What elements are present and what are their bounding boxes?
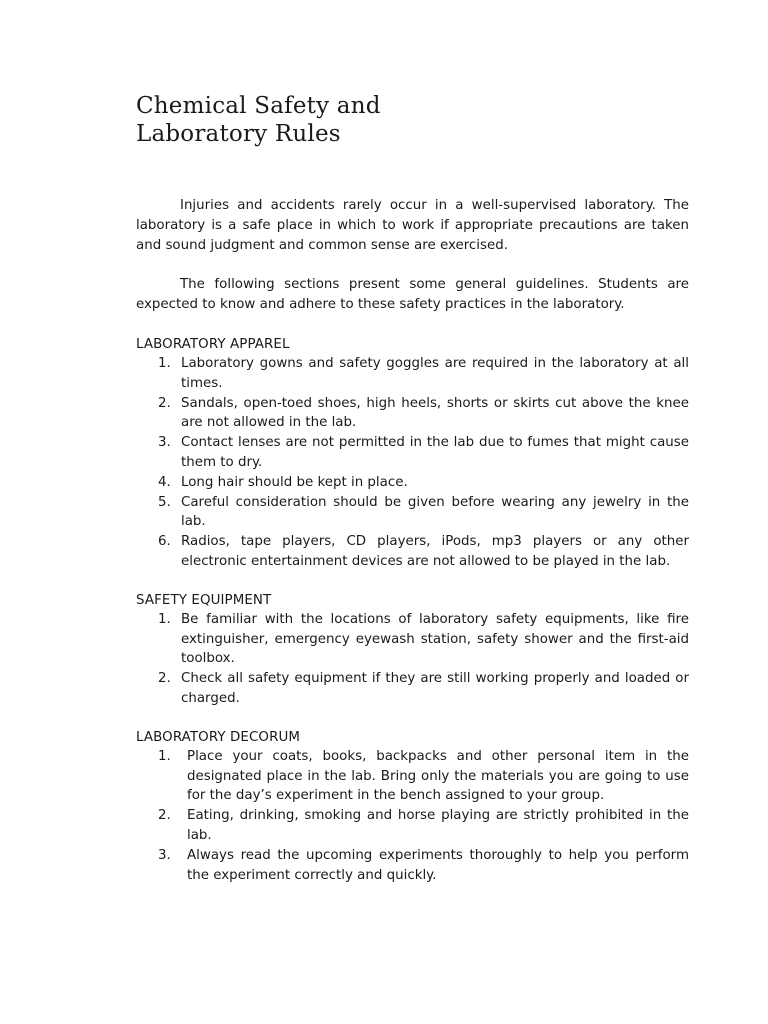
list-item bbox=[136, 747, 689, 806]
item-text: Radios, tape players, CD players, iPods, mp3 players or any other electronic entertainment devices are not allowed to be played in the lab. bbox=[181, 534, 689, 569]
item-number: 6. bbox=[158, 534, 171, 550]
intro-paragraph: Injuries and accidents rarely occur in a well-supervised laboratory. The laboratory is a safe place in which to work if appropriate precautions are taken and sound judgment and common sense are exercised. bbox=[136, 198, 689, 253]
item-text: Careful consideration should be given before wearing any jewelry in the lab. bbox=[181, 494, 689, 530]
item-number: 2. bbox=[158, 808, 171, 824]
rule-list bbox=[136, 354, 689, 572]
section-laboratory-apparel bbox=[136, 335, 689, 572]
list-item bbox=[136, 610, 689, 669]
document-page bbox=[136, 92, 689, 885]
list-item bbox=[136, 354, 689, 394]
item-text: Always read the upcoming experiments thoroughly to help you perform the experiment correctly and quickly. bbox=[187, 847, 689, 883]
list-item bbox=[136, 806, 689, 846]
title-line-1: Chemical Safety and bbox=[136, 93, 381, 119]
item-number: 2. bbox=[158, 395, 171, 411]
list-item bbox=[136, 433, 689, 473]
item-text: Check all safety equipment if they are still working properly and loaded or charged. bbox=[181, 671, 689, 706]
item-number: 1. bbox=[158, 356, 171, 371]
rule-list bbox=[136, 747, 689, 886]
item-text: Long hair should be kept in place. bbox=[181, 474, 408, 490]
list-item bbox=[136, 669, 689, 709]
rule-list bbox=[136, 610, 689, 709]
item-number: 1. bbox=[158, 611, 171, 627]
list-item bbox=[136, 846, 689, 886]
title-line-2: Laboratory Rules bbox=[136, 121, 341, 147]
item-number: 5. bbox=[158, 494, 171, 510]
list-item bbox=[136, 493, 689, 533]
section-heading: LABORATORY APPAREL bbox=[136, 337, 290, 352]
guidelines-paragraph: The following sections present some general guidelines. Students are expected to know and adhere to these safety practices in the laboratory. bbox=[136, 277, 689, 312]
section-heading: SAFETY EQUIPMENT bbox=[136, 592, 272, 608]
list-item bbox=[136, 394, 689, 434]
item-number: 4. bbox=[158, 474, 171, 490]
section-safety-equipment bbox=[136, 591, 689, 709]
section-laboratory-decorum bbox=[136, 728, 689, 886]
list-item bbox=[136, 473, 689, 493]
list-item bbox=[136, 532, 689, 572]
item-number: 2. bbox=[158, 671, 171, 687]
item-text: Sandals, open-toed shoes, high heels, shorts or skirts cut above the knee are not allowed in the lab. bbox=[181, 395, 689, 431]
item-text: Be familiar with the locations of laboratory safety equipments, like fire extinguisher, emergency eyewash station, safety shower and the first-aid toolbox. bbox=[181, 611, 689, 667]
section-heading: LABORATORY DECORUM bbox=[136, 729, 301, 745]
document-title bbox=[136, 92, 689, 148]
item-number: 1. bbox=[158, 748, 171, 764]
item-text: Eating, drinking, smoking and horse playing are strictly prohibited in the lab. bbox=[187, 808, 689, 843]
item-number: 3. bbox=[158, 435, 171, 451]
item-text: Place your coats, books, backpacks and other personal item in the designated place in the lab. Bring only the materials you are going to use for the day’s experiment in the bench assigned to your group. bbox=[187, 748, 689, 804]
item-text: Laboratory gowns and safety goggles are required in the laboratory at all times. bbox=[181, 356, 689, 391]
item-number: 3. bbox=[158, 847, 171, 863]
item-text: Contact lenses are not permitted in the lab due to fumes that might cause them to dry. bbox=[181, 435, 689, 470]
